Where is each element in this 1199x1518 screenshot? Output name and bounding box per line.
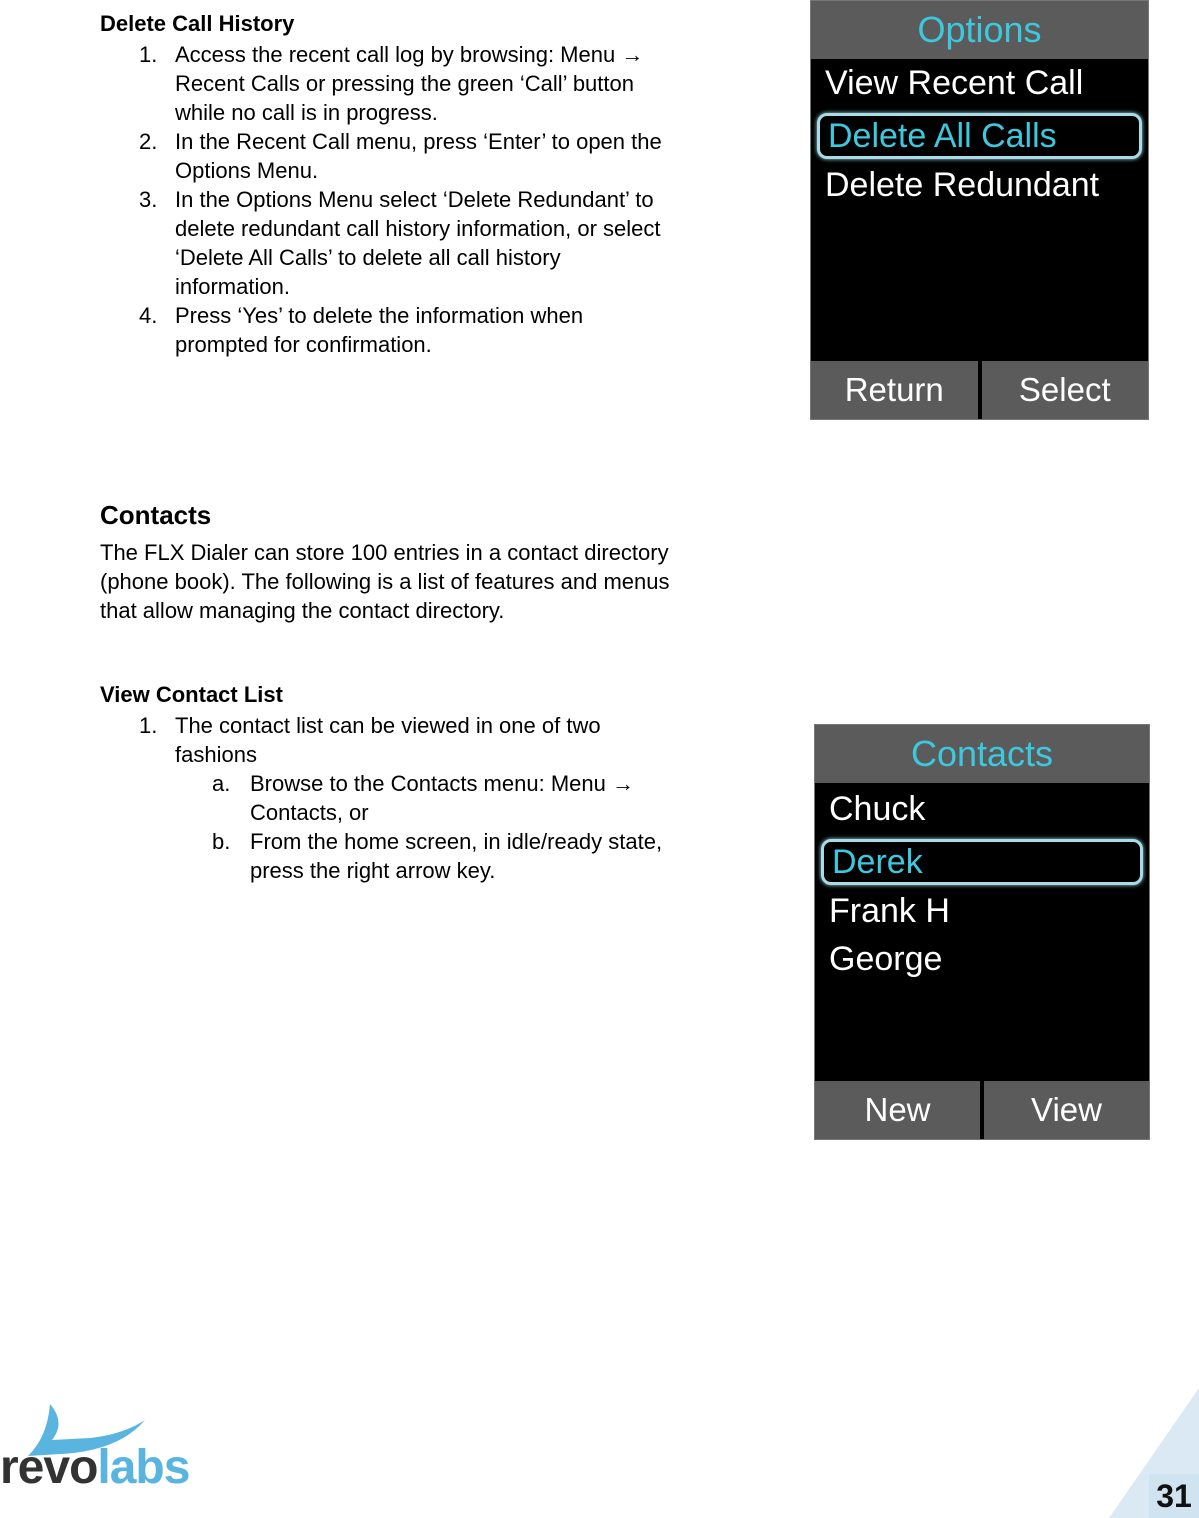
step-number: 4.	[139, 303, 158, 328]
options-screen	[810, 0, 1149, 420]
step-line: In the Options Menu select ‘Delete Redundant’ to	[175, 187, 654, 212]
step-line: delete redundant call history information, or select	[175, 216, 661, 241]
step-line: Recent Calls or pressing the green ‘Call’ button	[175, 71, 634, 96]
contact-item-frank-h[interactable]: Frank H	[829, 892, 950, 930]
step-line: From the home screen, in idle/ready state,	[250, 829, 663, 854]
paragraph-line: that allow managing the contact directory.	[100, 598, 505, 623]
menu-item-delete-all-calls[interactable]: Delete All Calls	[817, 113, 1142, 159]
step-number: 1.	[139, 713, 158, 738]
step-line: while no call is in progress.	[175, 100, 438, 125]
paragraph-line: The FLX Dialer can store 100 entries in a contact directory	[100, 540, 669, 565]
revolabs-logo	[0, 1440, 189, 1495]
new-softkey[interactable]: New	[815, 1081, 980, 1139]
return-softkey[interactable]: Return	[811, 361, 978, 419]
step-line: fashions	[175, 742, 257, 767]
list-item	[100, 711, 780, 769]
view-contact-sub-list	[100, 769, 780, 885]
paragraph-line: (phone book). The following is a list of features and menus	[100, 569, 670, 594]
step-line: press the right arrow key.	[250, 858, 496, 883]
list-item	[100, 827, 780, 885]
page-number: 31	[1149, 1474, 1199, 1518]
sub-step-letter: b.	[212, 829, 231, 854]
options-screen-title: Options	[811, 1, 1148, 59]
softkey-bar	[815, 1081, 1149, 1139]
step-line: prompted for confirmation.	[175, 332, 432, 357]
softkey-bar	[811, 361, 1148, 419]
view-contact-steps-list	[100, 711, 780, 769]
menu-item-delete-redundant[interactable]: Delete Redundant	[825, 166, 1100, 204]
menu-item-view-recent-call[interactable]: View Recent Call	[825, 64, 1084, 102]
contact-item-chuck[interactable]: Chuck	[829, 790, 926, 828]
step-number: 1.	[139, 42, 158, 67]
step-line: Access the recent call log by browsing: Menu →	[175, 42, 644, 67]
delete-steps-list	[100, 40, 780, 359]
step-line: Options Menu.	[175, 158, 319, 183]
step-line: In the Recent Call menu, press ‘Enter’ to open the	[175, 129, 662, 154]
logo-text-revo: revo	[0, 1441, 98, 1494]
contacts-screen-title: Contacts	[815, 725, 1149, 783]
section-heading-view-contact-list: View Contact List	[100, 682, 283, 707]
contacts-screen	[814, 724, 1150, 1140]
list-item	[100, 185, 780, 301]
list-item	[100, 127, 780, 185]
list-item	[100, 301, 780, 359]
contact-item-george[interactable]: George	[829, 940, 943, 978]
step-number: 2.	[139, 129, 158, 154]
step-line: ‘Delete All Calls’ to delete all call history	[175, 245, 561, 270]
logo-text-labs: labs	[97, 1441, 190, 1494]
view-softkey[interactable]: View	[984, 1081, 1149, 1139]
step-line: Press ‘Yes’ to delete the information when	[175, 303, 584, 328]
select-softkey[interactable]: Select	[982, 361, 1149, 419]
step-line: The contact list can be viewed in one of two	[175, 713, 601, 738]
sub-step-letter: a.	[212, 771, 231, 796]
section-heading-delete-call-history: Delete Call History	[100, 11, 295, 36]
section-heading-contacts: Contacts	[100, 500, 212, 530]
step-line: information.	[175, 274, 290, 299]
step-line: Browse to the Contacts menu: Menu →	[250, 771, 634, 796]
list-item	[100, 769, 780, 827]
contacts-paragraph	[100, 538, 780, 625]
contact-item-derek[interactable]: Derek	[821, 839, 1143, 885]
step-line: Contacts, or	[250, 800, 369, 825]
step-number: 3.	[139, 187, 158, 212]
list-item	[100, 40, 780, 127]
